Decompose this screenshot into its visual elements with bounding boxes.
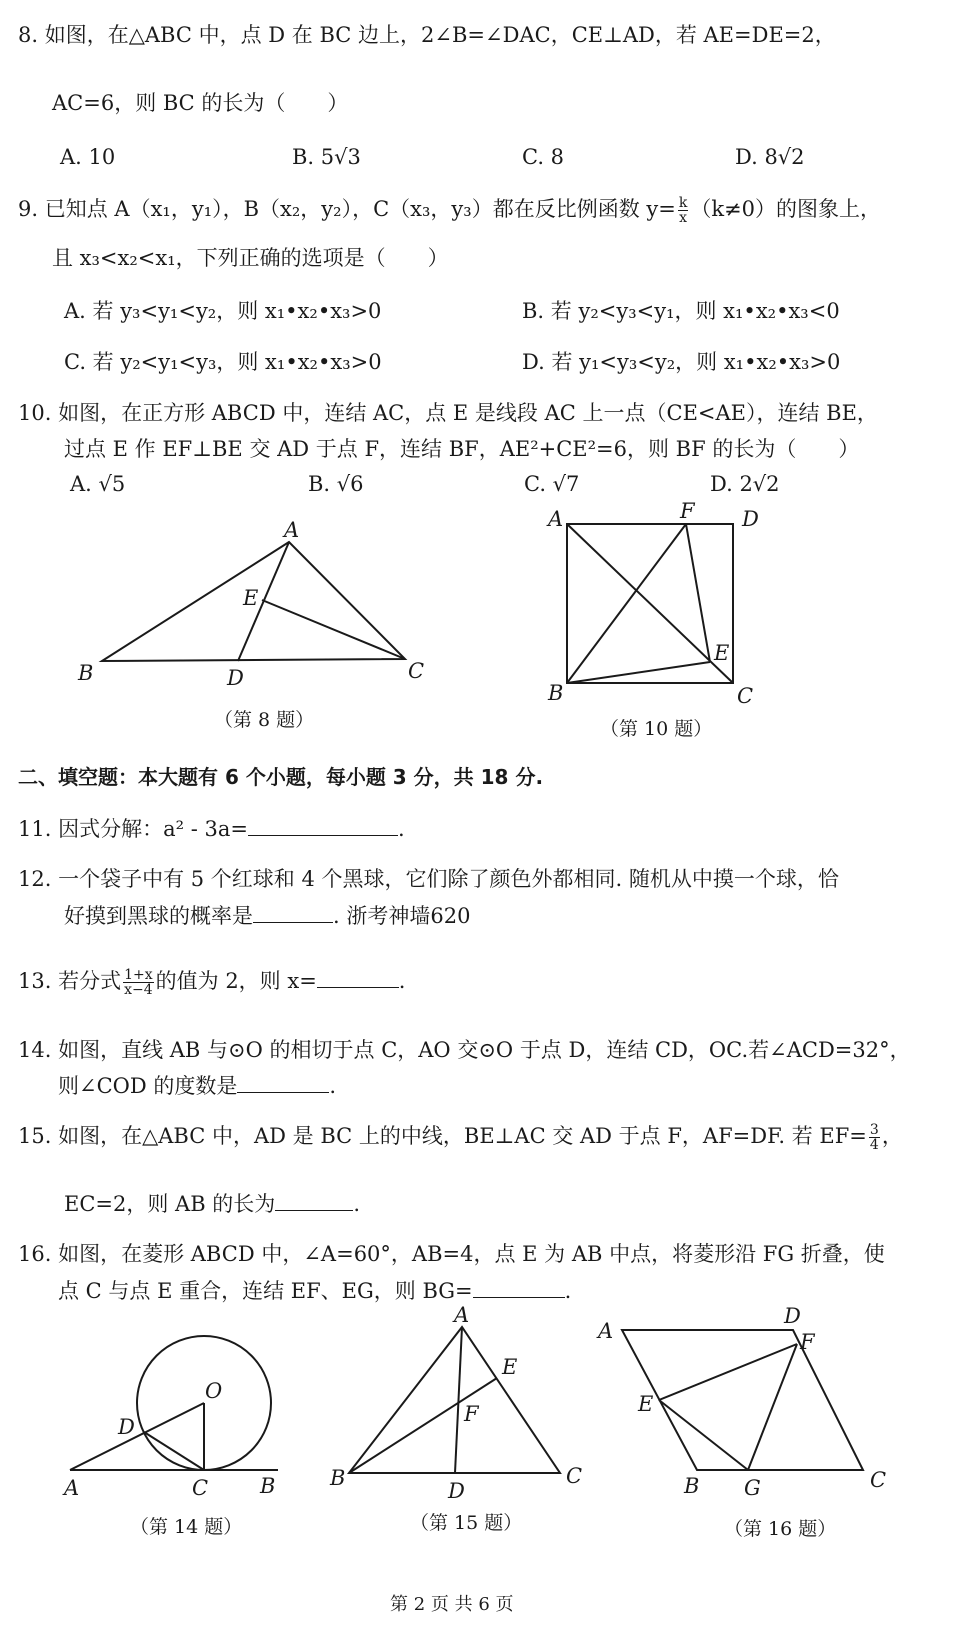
fig8-label-c: C	[408, 659, 425, 683]
q13-fraction	[123, 968, 154, 997]
q9-option-c: C. 若 y₂<y₁<y₃，则 x₁•x₂•x₃>0	[64, 350, 382, 374]
fig16-label-g: G	[744, 1476, 761, 1500]
fig10-label-f: F	[680, 499, 695, 523]
fig16-label-a: A	[598, 1319, 614, 1343]
q15-text-end: ，	[881, 1124, 903, 1148]
q10-number: 10.	[18, 401, 52, 425]
q16-end: .	[564, 1279, 572, 1303]
fig16-label-b: B	[684, 1474, 700, 1498]
q8-option-c: C. 8	[522, 145, 565, 169]
fig14-label-o: O	[205, 1379, 223, 1403]
fig8-label-e: E	[243, 586, 259, 610]
fig15-label-a: A	[454, 1303, 470, 1327]
q14-number: 14.	[18, 1038, 52, 1062]
q14-text2: 则∠COD 的度数是	[58, 1074, 238, 1098]
fig10-label-a: A	[548, 507, 564, 531]
fig14-diagram	[70, 1336, 278, 1470]
q8-option-a: A. 10	[60, 145, 116, 169]
q9-line2: 且 x₃<x₂<x₁，下列正确的选项是（ ）	[52, 246, 449, 270]
fig15-label-b: B	[330, 1466, 346, 1490]
fig16-diagram	[622, 1330, 863, 1470]
q15-text2: EC=2，则 AB 的长为	[64, 1192, 276, 1216]
q16-answer-blank[interactable]	[473, 1277, 565, 1298]
fig14-label-a: A	[64, 1476, 80, 1500]
fig10-label-c: C	[737, 684, 754, 708]
q12-line1	[18, 866, 839, 892]
fig15-triangle-abc	[349, 1327, 560, 1473]
q15-line1	[18, 1123, 903, 1152]
fig14-caption: （第 14 题）	[130, 1516, 243, 1538]
fig16-label-e: E	[638, 1392, 654, 1416]
fig8-caption: （第 8 题）	[214, 709, 315, 731]
fig16-label-d: D	[784, 1304, 801, 1328]
q12-line2	[64, 902, 470, 929]
q13-answer-blank[interactable]	[317, 967, 399, 988]
q9-number: 9.	[18, 197, 39, 221]
fig8-segment-ce	[262, 600, 405, 659]
fig8-label-d: D	[227, 666, 244, 690]
q16-text2: 点 C 与点 E 重合，连结 EF、EG，则 BG=	[58, 1279, 473, 1303]
q10-option-d: D. 2√2	[710, 472, 780, 496]
q11-end: .	[397, 817, 405, 841]
q15-line2	[64, 1190, 360, 1217]
q15-answer-blank[interactable]	[275, 1190, 353, 1211]
q15-text: 如图，在△ABC 中，AD 是 BC 上的中线，BE⊥AC 交 AD 于点 F，AF=DF. 若 EF=	[58, 1124, 867, 1148]
q9-text-b: （k≠0）的图象上，	[690, 197, 882, 221]
fig16-label-f: F	[800, 1330, 815, 1354]
fig10-segment-be	[567, 662, 710, 683]
q10-line2: 过点 E 作 EF⊥BE 交 AD 于点 F，连结 BF，AE²+CE²=6，则 BF 的长为（ ）	[64, 437, 860, 461]
q16-line1	[18, 1241, 885, 1267]
q8-line2: AC=6，则 BC 的长为（ ）	[52, 91, 349, 115]
fig15-label-d: D	[448, 1479, 465, 1503]
fig16-caption: （第 16 题）	[724, 1518, 837, 1540]
q14-answer-blank[interactable]	[237, 1072, 329, 1093]
q15-number: 15.	[18, 1124, 52, 1148]
q16-text: 如图，在菱形 ABCD 中，∠A=60°，AB=4，点 E 为 AB 中点，将菱形沿 FG 折叠，使	[58, 1242, 885, 1266]
q12-number: 12.	[18, 867, 52, 891]
q9-option-b: B. 若 y₂<y₃<y₁，则 x₁•x₂•x₃<0	[522, 299, 840, 323]
q8-option-d: D. 8√2	[735, 145, 805, 169]
q10-text: 如图，在正方形 ABCD 中，连结 AC，点 E 是线段 AC 上一点（CE<AE），连结 BE，	[58, 401, 878, 425]
fig10-segment-bf	[567, 524, 686, 683]
fig8-label-a: A	[284, 518, 300, 542]
page-footer: 第 2 页 共 6 页	[390, 1594, 514, 1615]
fig16-rhombus	[622, 1330, 863, 1470]
q13-line	[18, 967, 405, 997]
q12-answer-blank[interactable]	[253, 902, 333, 923]
q13-number: 13.	[18, 969, 52, 993]
fig14-label-c: C	[192, 1476, 209, 1500]
q11-text: 因式分解：a² - 3a=	[58, 817, 248, 841]
fig15-label-c: C	[566, 1464, 583, 1488]
q12-end: . 浙考神墙620	[333, 904, 471, 928]
q9-option-d: D. 若 y₁<y₃<y₂，则 x₁•x₂•x₃>0	[522, 350, 841, 374]
q8-option-b: B. 5√3	[292, 145, 361, 169]
fig10-label-b: B	[548, 681, 564, 705]
q14-line1	[18, 1037, 911, 1063]
q9-frac-den: x	[679, 210, 688, 226]
fig16-label-c: C	[870, 1468, 887, 1492]
fig8-label-b: B	[78, 661, 94, 685]
q14-end: .	[329, 1074, 337, 1098]
fig16-fold-fg	[748, 1344, 797, 1470]
q8-number: 8.	[18, 23, 39, 47]
q13-text-post: 的值为 2，则 x=	[155, 969, 317, 993]
fig10-label-d: D	[742, 507, 759, 531]
q13-text-pre: 若分式	[58, 969, 122, 993]
fig14-label-d: D	[118, 1415, 135, 1439]
q13-frac-den: x−4	[124, 982, 153, 998]
q13-frac-num: 1+x	[124, 967, 153, 983]
q8-text: 如图，在△ABC 中，点 D 在 BC 边上，2∠B=∠DAC，CE⊥AD，若 AE=DE=2，	[44, 23, 836, 47]
q10-option-a: A. √5	[70, 472, 126, 496]
q12-text2: 好摸到黑球的概率是	[64, 904, 253, 928]
section2-heading: 二、填空题：本大题有 6 个小题，每小题 3 分，共 18 分.	[18, 765, 544, 789]
fig10-label-e: E	[714, 641, 730, 665]
q12-text: 一个袋子中有 5 个红球和 4 个黑球，它们除了颜色外都相同. 随机从中摸一个球，恰	[58, 867, 839, 891]
q13-end: .	[398, 969, 406, 993]
fig15-caption: （第 15 题）	[410, 1512, 523, 1534]
q15-fraction	[869, 1123, 880, 1152]
fig14-segment-cd	[144, 1432, 204, 1470]
q10-option-c: C. √7	[524, 472, 580, 496]
q9-frac-num: k	[678, 195, 688, 211]
q14-text: 如图，直线 AB 与⊙O 的相切于点 C，AO 交⊙O 于点 D，连结 CD，OC.若∠ACD=32°，	[58, 1038, 911, 1062]
fig16-segment-ef	[659, 1344, 797, 1400]
q14-line2	[58, 1072, 336, 1099]
fig15-label-f: F	[464, 1402, 479, 1426]
q15-frac-num: 3	[869, 1122, 879, 1138]
q15-end: .	[353, 1192, 360, 1216]
q9-text-a: 已知点 A（x₁，y₁），B（x₂，y₂），C（x₃，y₃）都在反比例函数 y=	[44, 197, 676, 221]
q9-option-a: A. 若 y₃<y₁<y₂，则 x₁•x₂•x₃>0	[64, 299, 382, 323]
q10-option-b: B. √6	[308, 472, 364, 496]
fig14-label-b: B	[260, 1474, 276, 1498]
q16-line2	[58, 1277, 571, 1304]
fig10-diagram	[567, 524, 733, 683]
q11-answer-blank[interactable]	[248, 815, 398, 836]
fig15-label-e: E	[502, 1355, 518, 1379]
q15-frac-den: 4	[869, 1137, 879, 1153]
q16-number: 16.	[18, 1242, 52, 1266]
q11-line	[18, 815, 405, 842]
q11-number: 11.	[18, 817, 52, 841]
fig10-diagonal-ac	[567, 524, 733, 683]
fig10-caption: （第 10 题）	[600, 718, 713, 740]
fig16-segment-eg	[659, 1400, 748, 1470]
fig15-diagram	[349, 1327, 560, 1473]
